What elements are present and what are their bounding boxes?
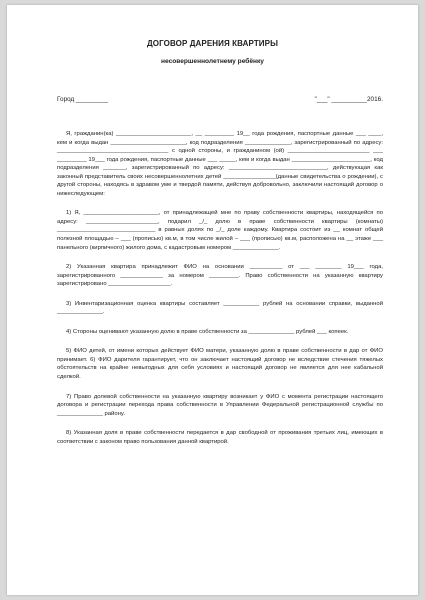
date-line: "___" __________2016.: [314, 96, 383, 103]
paragraph-clause-2: 2) Указанная квартира принадлежит ФИО на основании __________ от ___ ________ 19___ года, зарегистрированного _____________ за номером _________. Право собственности на указанную квартиру зарегистрировано ___________________.: [57, 264, 383, 288]
city-line: Город _________: [57, 96, 109, 103]
paragraph-clause-3: 3) Инвентаризационная оценка квартиры составляет ___________ рублей на основании справки, выданной ______________.: [57, 300, 383, 316]
paragraph-clause-7: 7) Право долевой собственности на указанную квартиру возникает у ФИО с момента регистрации настоящего договора и регистрации перехода права собственности в Управлении Федеральной регистрационной службы по ______________ району.: [57, 393, 383, 417]
document-page: [7, 5, 418, 595]
document-title: ДОГОВОР ДАРЕНИЯ КВАРТИРЫ: [146, 39, 279, 48]
document-subtitle: несовершеннолетнему ребёнку: [161, 58, 264, 65]
paragraph-clause-1: 1) Я, _______________________, от принадлежащей мне по праву собственности квартиры, находящейся по адресу: ______________________, подарил _/_ долю в праве собственности квартиры (комнаты) ______________________________ в равных долях по _/_ доле каждому. Квартира состоит из __ комнат общей полезной площадью – ___ (прописью) кв.м, в том числе жилой – ___ (прописью) кв.м, расположена на __ этаже ___ панельного (кирпичного) жилого дома, с кадастровым номером ______________.: [57, 210, 383, 251]
paragraph-parties: Я, гражданин(ка) _______________________, __ _________ 19__ года рождения, паспортные данные ___ ____, кем и когда выдан _______________________, код подразделения ______________, зарегистрированный по адресу: __________________________________ с одной стороны, и гражданином (ой) _________________________ ___ _________ 19___ года рождения, паспортные данные ___ _____, кем и когда выдан ________________________, код подразделения _______, зарегистрированный по адресу: ______________________________, действующая как законный представитель своих несовершеннолетних детей ________________(данные свидетельства о рождении), с другой стороны, находясь в здравом уме и твердой памяти, действуя добровольно, заключили настоящий договор о нижеследующем:: [57, 131, 383, 197]
paragraph-clause-5-6: 5) ФИО детей, от имени которых действует ФИО матери, указанную долю в праве собственности в дар от ФИО принимает. 6) ФИО дарителя гарантирует, что он заключает настоящий договор не вследствие стечения тяжелых обстоятельств на крайне невыгодных для себя условиях и настоящий договор не является для нее кабальной сделкой.: [57, 348, 383, 381]
paragraph-clause-4: 4) Стороны оценивают указанную долю в праве собственности за ______________ рублей ___ копеек.: [66, 328, 349, 335]
paragraph-clause-8: 8) Указанная доля в праве собственности передается в дар свободной от проживания третьих лиц, имеющих в соответствии с законом право пользования данной квартирой.: [57, 430, 383, 445]
document-body: [57, 130, 383, 457]
